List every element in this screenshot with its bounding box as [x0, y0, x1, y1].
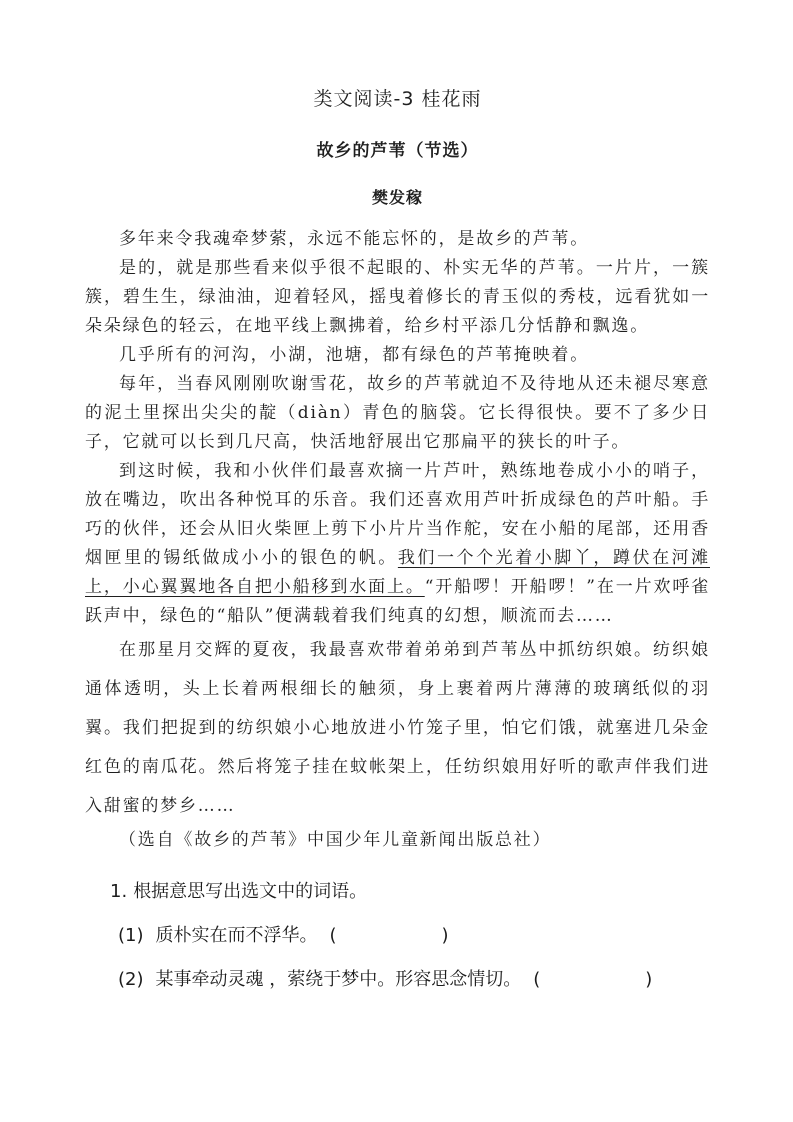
paragraph-text: “开船啰！开船啰！”在一片欢呼雀跃声中，绿色的“船队”便满载着我们纯真的幻想，顺流而去…… [85, 577, 710, 626]
question-text: 根据意思写出选文中的词语。 [133, 881, 368, 902]
question-1-heading [110, 879, 710, 904]
passage-paragraph-5 [85, 457, 710, 631]
paragraph-text: 几乎所有的河沟，小湖，池塘，都有绿色的芦苇掩映着。 [119, 345, 589, 365]
answer-blank [540, 984, 645, 985]
item-text: 某事牵动灵魂 ，萦绕于梦中。形容思念情切。 [155, 969, 522, 990]
answer-paren-open: ( [329, 925, 337, 946]
questions-section [85, 879, 710, 992]
passage-paragraph-1 [85, 225, 710, 254]
answer-blank [337, 940, 442, 941]
item-text: 质朴实在而不浮华。 [155, 925, 318, 946]
question-number: 1. [110, 881, 128, 902]
passage-paragraph-3 [85, 341, 710, 370]
paragraph-text: 每年，当春风刚刚吹谢雪花，故乡的芦苇就迫不及待地从还未褪尽寒意的泥土里探出尖尖的靛（diàn）青色的脑袋。它长得很快。要不了多少日子，它就可以长到几尺高，快活地舒展出它那扁平的狭长的叶子。 [85, 374, 710, 452]
paragraph-text: 多年来令我魂牵梦萦，永远不能忘怀的，是故乡的芦苇。 [119, 229, 589, 249]
paragraph-text: 是的，就是那些看来似乎很不起眼的、朴实无华的芦苇。一片片，一簇簇，碧生生，绿油油，迎着轻风，摇曳着修长的青玉似的秀枝，远看犹如一朵朵绿色的轻云，在地平线上飘拂着，给乡村平添几分恬静和飘逸。 [85, 258, 710, 336]
paragraph-text: 到这时候，我和小伙伴们最喜欢摘一片芦叶，熟练地卷成小小的哨子，放在嘴边，吹出各种悦耳的乐音。我们还喜欢用芦叶折成绿色的芦叶船。手巧的伙伴，还会从旧火柴匣上剪下小片片当作舵，安在小船的尾部，还用香烟匣里的锡纸做成小小的银色的帆。 [85, 461, 710, 568]
question-1-item-1 [118, 923, 710, 948]
answer-paren-close: ) [645, 969, 653, 990]
passage-paragraph-4 [85, 370, 710, 457]
answer-paren-open: ( [533, 969, 541, 990]
passage-paragraph-6 [85, 631, 710, 826]
source-attribution: （选自《故乡的芦苇》中国少年儿童新闻出版总社） [119, 830, 552, 850]
question-1-item-2 [118, 967, 710, 992]
item-number: (2) [118, 969, 144, 990]
underlined-sentence: 我们一个个光着小脚丫，蹲伏在河滩上，小心翼翼地各自把小船移到水面上。 [85, 548, 710, 597]
passage-title: 故乡的芦苇（节选） [316, 141, 479, 161]
passage-author: 樊发稼 [371, 188, 423, 207]
passage-paragraph-2 [85, 254, 710, 341]
paragraph-text: 在那星月交辉的夏夜，我最喜欢带着弟弟到芦苇丛中抓纺织娘。纺织娘通体透明，头上长着两根细长的触须，身上裹着两片薄薄的玻璃纸似的羽翼。我们把捉到的纺织娘小心地放进小竹笼子里，怕它们饿，就塞进几朵金红色的南瓜花。然后将笼子挂在蚊帐架上，任纺织娘用好听的歌声伴我们进入甜蜜的梦乡…… [85, 640, 710, 816]
answer-paren-close: ) [441, 925, 449, 946]
lesson-title: 类文阅读-3 桂花雨 [313, 88, 482, 110]
item-number: (1) [118, 925, 144, 946]
passage-body [85, 225, 710, 855]
